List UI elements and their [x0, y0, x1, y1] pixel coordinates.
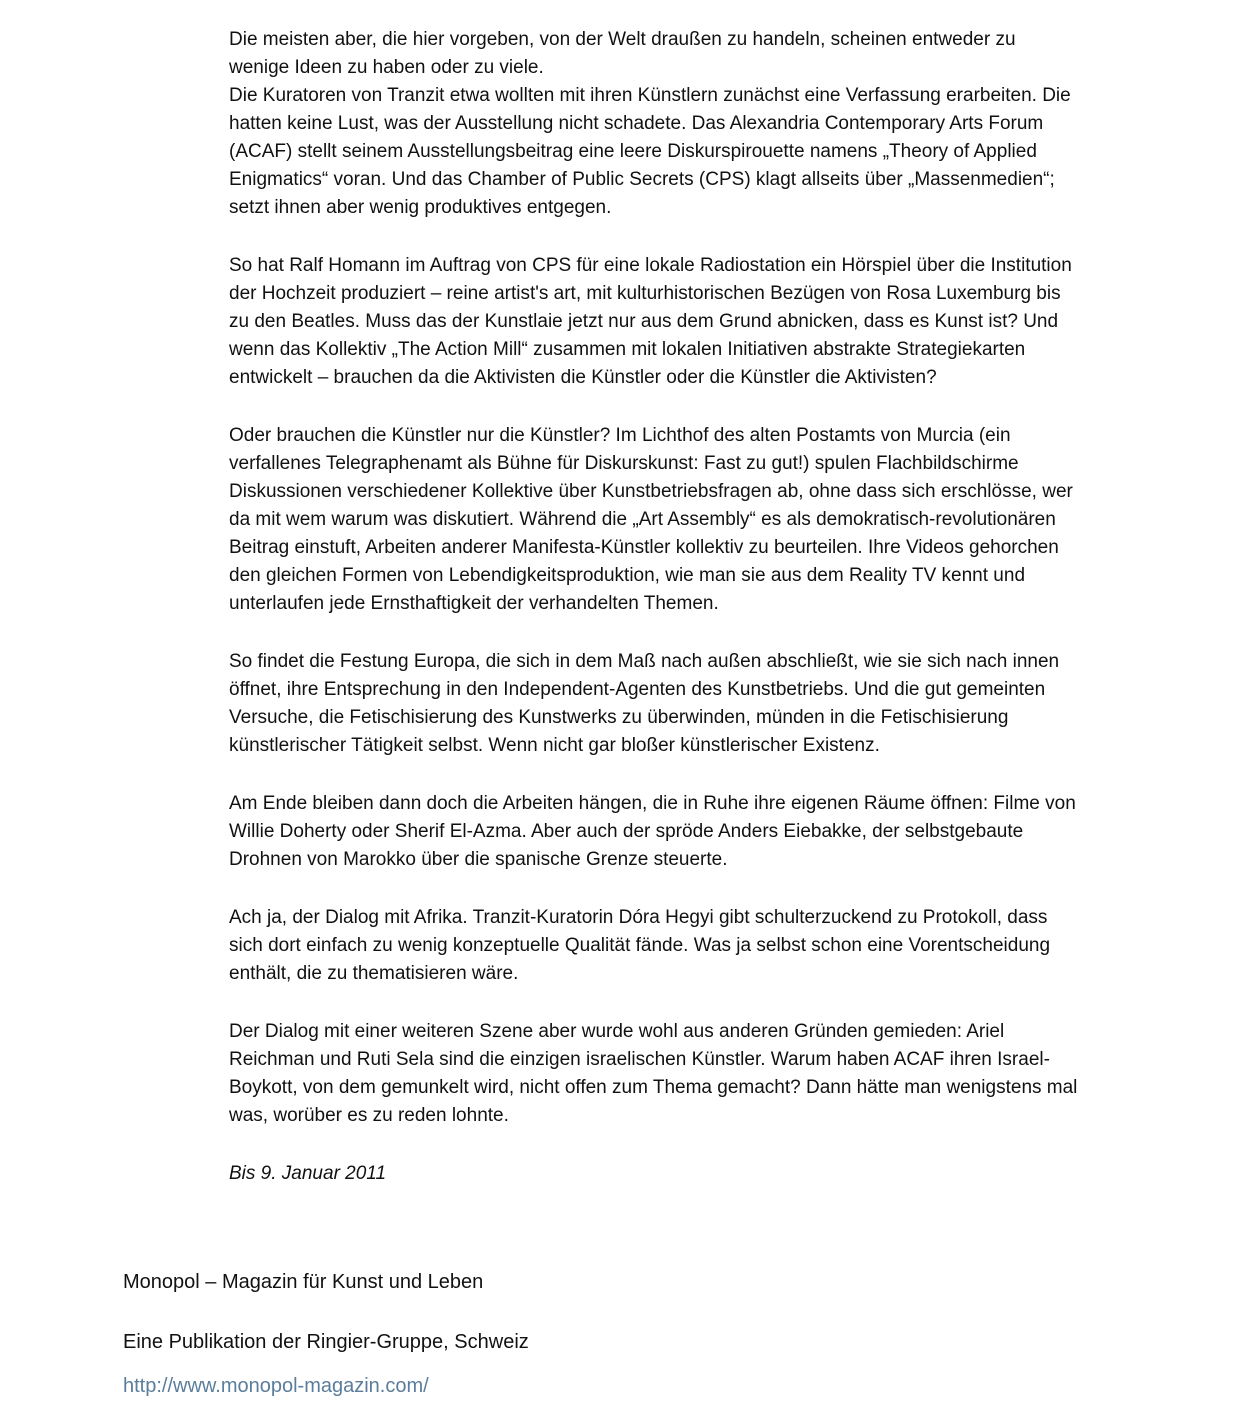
magazine-name: Monopol – Magazin für Kunst und Leben [123, 1271, 484, 1293]
magazine-website-link[interactable]: http://www.monopol-magazin.com/ [123, 1375, 429, 1397]
article-paragraph: Ach ja, der Dialog mit Afrika. Tranzit-Kuratorin Dóra Hegyi gibt schulterzuckend zu Protokoll, dass sich dort einfach zu wenig konzeptuelle Qualität fände. Was ja selbst schon eine Vorentscheidung enthält, die zu thematisieren wäre. [229, 907, 1051, 984]
publisher-line: Eine Publikation der Ringier-Gruppe, Schweiz [123, 1331, 529, 1353]
article-paragraph: Am Ende bleiben dann doch die Arbeiten hängen, die in Ruhe ihre eigenen Räume öffnen: Filme von Willie Doherty oder Sherif El-Azma. Aber auch der spröde Anders Eiebakke, der selbstgebaute Drohnen von Marokko über die spanische Grenze steuerte. [229, 793, 1076, 870]
article-paragraph: Die Kuratoren von Tranzit etwa wollten mit ihren Künstlern zunächst eine Verfassung erarbeiten. Die hatten keine Lust, was der Ausstellung nicht schadete. Das Alexandria Contemporary Arts Forum (ACAF) stellt seinem Ausstellungsbeitrag eine leere Diskurspirouette namens „Theory of Applied Enigmatics“ voran. Und das Chamber of Public Secrets (CPS) klagt allseits über „Massenmedien“; setzt ihnen aber wenig produktives entgegen. [229, 85, 1071, 218]
article-body [229, 26, 1079, 1218]
article-paragraph: Die meisten aber, die hier vorgeben, von der Welt draußen zu handeln, scheinen entweder zu wenige Ideen zu haben oder zu viele. [229, 29, 1016, 78]
article-paragraph: Der Dialog mit einer weiteren Szene aber wurde wohl aus anderen Gründen gemieden: Ariel Reichman und Ruti Sela sind die einzigen israelischen Künstler. Warum haben ACAF ihren Israel-Boykott, von dem gemunkelt wird, nicht offen zum Thema gemacht? Dann hätte man wenigstens mal was, worüber es zu reden lohnte. [229, 1021, 1078, 1126]
article-paragraph: So findet die Festung Europa, die sich in dem Maß nach außen abschließt, wie sie sich nach innen öffnet, ihre Entsprechung in den Independent-Agenten des Kunstbetriebs. Und die gut gemeinten Versuche, die Fetischisierung des Kunstwerks zu überwinden, münden in die Fetischisierung künstlerischer Tätigkeit selbst. Wenn nicht gar bloßer künstlerischer Existenz. [229, 651, 1060, 756]
exhibition-dateline: Bis 9. Januar 2011 [229, 1163, 387, 1184]
article-paragraph: Oder brauchen die Künstler nur die Künstler? Im Lichthof des alten Postamts von Murcia (ein verfallenes Telegraphenamt als Bühne für Diskurskunst: Fast zu gut!) spulen Flachbildschirme Diskussionen verschiedener Kollektive über Kunstbetriebsfragen ab, ohne dass sich erschlösse, wer da mit wem warum was diskutiert. Während die „Art Assembly“ es als demokratisch-revolutionären Beitrag einstuft, Arbeiten anderer Manifesta-Künstler kollektiv zu beurteilen. Ihre Videos gehorchen den gleichen Formen von Lebendigkeitsproduktion, wie man sie aus dem Reality TV kennt und unterlaufen jede Ernsthaftigkeit der verhandelten Themen. [229, 425, 1073, 614]
article-paragraph: So hat Ralf Homann im Auftrag von CPS für eine lokale Radiostation ein Hörspiel über die Institution der Hochzeit produziert – reine artist's art, mit kulturhistorischen Bezügen von Rosa Luxemburg bis zu den Beatles. Muss das der Kunstlaie jetzt nur aus dem Grund abnicken, dass es Kunst ist? Und wenn das Kollektiv „The Action Mill“ zusammen mit lokalen Initiativen abstrakte Strategiekarten entwickelt – brauchen da die Aktivisten die Künstler oder die Künstler die Aktivisten? [229, 255, 1072, 388]
